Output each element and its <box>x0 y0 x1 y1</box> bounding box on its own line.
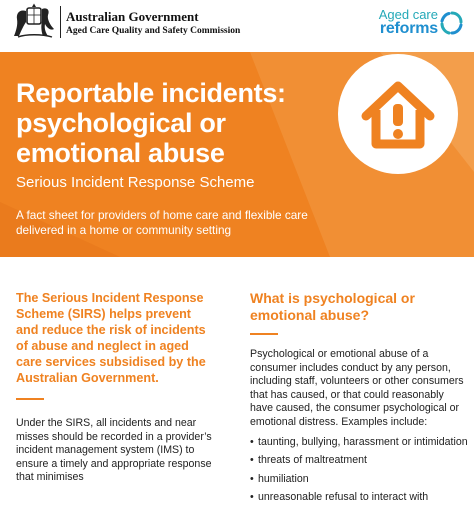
brand-line-2: reforms <box>379 20 438 37</box>
list-item: • humiliation <box>250 473 464 487</box>
page-title: Reportable incidents: psychological or emotional abuse <box>16 78 286 168</box>
house-exclamation-icon <box>338 54 458 174</box>
intro-lead: The Serious Incident Response Scheme (SIRS) helps prevent and reduce the risk of incidents of abuse and neglect in aged care services subsidised by the Australian Government. <box>16 291 206 385</box>
definition-body: Psychological or emotional abuse of a consumer includes conduct by any person, including staff, volunteers or other consumers that has caused, or that could reasonably have caused, the consumer psychological or emotional distress. Examples include: <box>250 348 464 428</box>
aged-care-reforms-logo <box>352 7 464 39</box>
coat-of-arms-icon <box>10 3 58 41</box>
government-name: Australian Government <box>66 9 199 24</box>
list-item: • threats of maltreatment <box>250 454 464 468</box>
definition-column <box>250 290 468 510</box>
page-header <box>0 0 474 52</box>
list-item: • unreasonable refusal to interact with <box>250 491 464 505</box>
definition-heading: What is psychological or emotional abuse? <box>250 290 415 323</box>
definition-divider <box>250 333 278 335</box>
list-item: • taunting, bullying, harassment or intimidation <box>250 436 464 450</box>
audience-description: A fact sheet for providers of home care and flexible care delivered in a home or community setting <box>16 208 308 237</box>
examples-list <box>250 435 468 505</box>
brand-line-1: Aged care <box>378 7 438 22</box>
header-divider <box>60 6 61 38</box>
page-subtitle: Serious Incident Response Scheme <box>16 174 255 191</box>
commission-name: Aged Care Quality and Safety Commission <box>66 26 241 36</box>
intro-column <box>16 290 216 485</box>
aged-care-reforms-mark-icon <box>440 11 464 35</box>
intro-body: Under the SIRS, all incidents and near misses should be recorded in a provider’s incident management system (IMS) to ensure a timely and appropriate response that minimises <box>16 417 212 484</box>
intro-divider <box>16 398 44 400</box>
